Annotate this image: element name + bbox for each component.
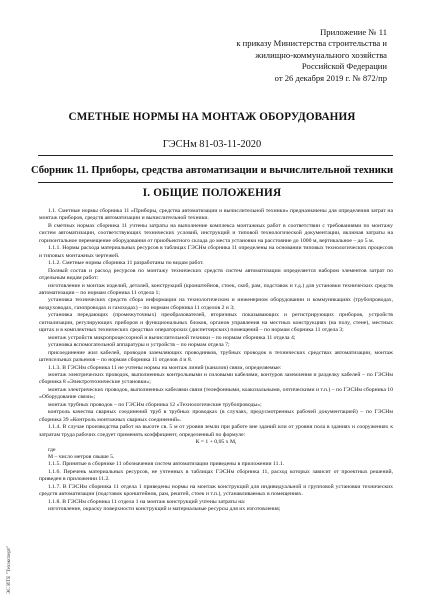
paragraph: изготовление, окраску поверхности конструкций и материальные ресурсы для их изготовления; (48, 506, 281, 513)
paragraph: 1.1.5. Принятые в сборнике 11 обозначения систем автоматизации приведены в приложении 11.1. (48, 461, 285, 468)
divider-top (38, 155, 393, 156)
paragraph: 1.1. Сметные нормы сборника 11 «Приборы, средства автоматизации и вычислительной техники» предназначены для определения затрат на монтаж приборов, средств автоматизации и вычислительной техники. (39, 208, 393, 222)
appendix-line: к приказу Министерства строительства и (236, 38, 387, 49)
appendix-line: жилищно-коммунального хозяйства (255, 49, 387, 60)
paragraph: 1.1.1. Нормы расхода материальных ресурсов в таблицах ГЭСНм сборника 11 определены на основании типовых технологических процессов и типовых монтажных чертежей. (39, 245, 393, 259)
paragraph: 1.1.6. Перечень материальных ресурсов, не учтенных в таблицах ГЭСНм сборника 11, расход которых зависит от проектных решений, приведен в приложении 11.2. (39, 468, 393, 483)
paragraph: монтаж трубных проводок – по ГЭСНм сборника 12 «Технологические трубопроводы»; (48, 401, 262, 408)
collection-title: Сборник 11. Приборы, средства автоматизации и вычислительной техники (30, 165, 394, 176)
paragraph: изготовление и монтаж изделий, деталей, конструкций (кронштейнов, стоек, скоб, рам, подставок и т.д.) для установки технических средств автоматизации – по нормам сборника 11 отдела 1; (39, 282, 393, 296)
paragraph: Полный состав и расход ресурсов по монтажу технических средств систем автоматизации определяется набором элементов затрат по отдельным видам работ: (39, 267, 393, 282)
paragraph: установка передающих (промежуточных) преобразователей, вторичных показывающих и регистрирующих приборов, устройств сигнализации, регулирующих приборов и функциональных блоков, органов управления на местных конструкциях (на полу, стене), местных щитах и в комплектных технических средствах операторских (диспетчерских) помещений – по нормам сборника 11 отдела 3; (39, 312, 393, 334)
appendix-block (0, 27, 387, 84)
paragraph: монтаж устройств микропроцессорной и вычислительной техники – по нормам сборника 11 отдела 4; (48, 334, 296, 341)
paragraph: монтаж электрических проводок, выполненных контрольными и силовыми кабелями, контуров заземления и разделку кабелей – по ГЭСНм сборника 8 «Электротехнические установки»; (39, 371, 393, 386)
paragraph: 1.1.7. В ГЭСНм сборника 11 отдела 1 приведены нормы на монтаж конструкций для индивидуальной и групповой установки технических средств автоматизации (подставок кронштейнов, рам, рештей, стоек и т.п.), устанавливаемых в помещениях. (39, 483, 393, 498)
paragraph: монтаж электрических проводок, выполненных кабелями связи (телефонными, коаксиальными, оптическими и т.п.) – по ГЭСНм сборника 10 «Оборудование связи»; (39, 386, 393, 401)
paragraph: 1.1.2. Сметные нормы сборника 11 разработаны по видам работ. (48, 260, 204, 267)
paragraph: установка технических средств сбора информации на технологическом и инженерном оборудовании и коммуникациях (трубопроводах, воздуховодах, газопроводах и газоходах) – по нормам сборника 11 отделов 2 и 3; (39, 297, 393, 311)
paragraph: 1.1.3. В ГЭСНм сборника 11 не учтены нормы на монтаж линий (каналов) связи, определяемые: (48, 364, 282, 371)
formula-where: где (48, 446, 56, 453)
source-stamp: ЭС ИТЕ "Техэксперт" (6, 545, 12, 594)
paragraph: контроль качества сварных соединений труб в трубных проводках (в случаях, предусмотренных рабочей документацией) – по ГЭСНм сборника 39 «Контроль монтажных сварных соединений». (39, 409, 393, 423)
paragraph: 1.1.4. В случае производства работ на высоте св. 5 м от уровня земли при работе вне зданий или от уровня пола в зданиях и сооружениях к затратам труда рабочих следует применять коэффициент, определенный по формуле: (39, 424, 393, 438)
formula-legend: М – число метров свыше 5. (48, 453, 115, 460)
divider-bottom (38, 182, 393, 183)
document-code: ГЭСНм 81-03-11-2020 (162, 139, 262, 150)
section-heading: I. ОБЩИЕ ПОЛОЖЕНИЯ (142, 187, 282, 199)
paragraph: установка вспомогательной аппаратуры и устройств – по нормам отдела 7; (48, 342, 230, 349)
document-title: СМЕТНЫЕ НОРМЫ НА МОНТАЖ ОБОРУДОВАНИЯ (68, 111, 356, 123)
appendix-line: от 26 декабря 2019 г. № 872/пр (274, 72, 387, 83)
paragraph: присоединение жил кабелей, проводов заземляющих проводников, трубных проводок в технических средствах автоматизации, монтаж штепсельных разъемов – по нормам сборника 11 отделов 4 и 8. (39, 349, 393, 364)
formula: К = 1 + 0,05 х М, (195, 439, 237, 446)
document-body (39, 208, 393, 514)
appendix-line: Российской Федерации (301, 61, 387, 72)
appendix-line: Приложение № 11 (320, 27, 387, 37)
paragraph: 1.1.8. В ГЭСНм сборника 11 отдела 1 на монтаж конструкций учтены затраты на: (48, 498, 246, 505)
paragraph: В сметных нормах сборника 11 учтены затраты на выполнение комплекса монтажных работ в соответствии с требованиями по монтажу систем автоматизации, соответствующих технических условий, инструкций и типовой технологической документации, включая затраты на горизонтальное перемещение оборудования от приобъектного склада до места установки на расстояние до 1000 м, вертикальное – до 5 м. (39, 222, 393, 244)
